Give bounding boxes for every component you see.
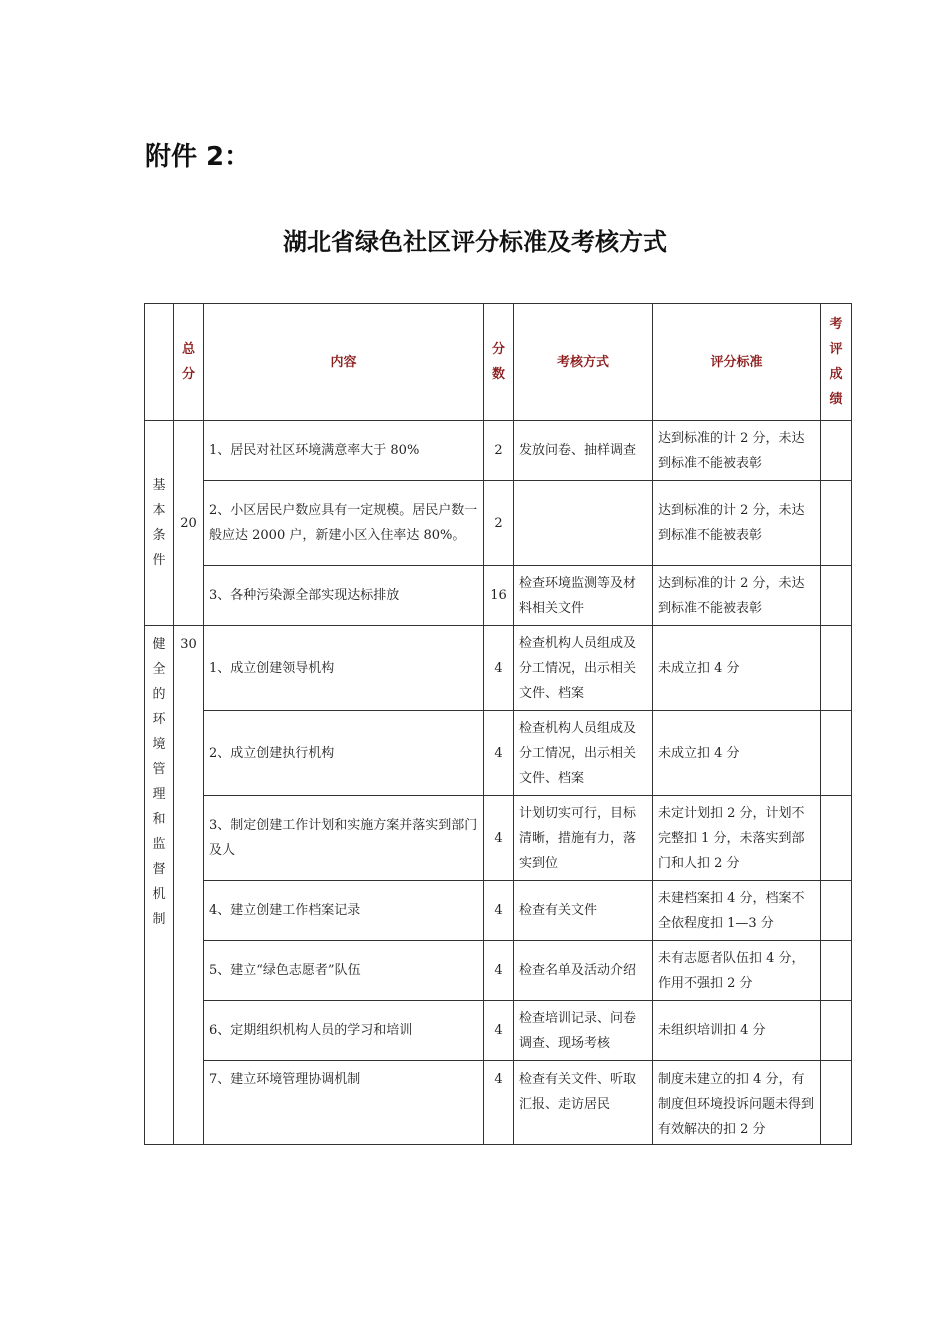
result-cell bbox=[821, 421, 852, 481]
header-total: 总分 bbox=[174, 304, 204, 421]
content-cell: 1、居民对社区环境满意率大于 80% bbox=[204, 421, 484, 481]
score-cell: 4 bbox=[484, 1061, 514, 1145]
standard-cell: 达到标准的计 2 分，未达到标准不能被表彰 bbox=[653, 421, 821, 481]
table-row bbox=[145, 626, 852, 711]
table-row bbox=[145, 421, 852, 481]
score-cell: 4 bbox=[484, 626, 514, 711]
method-cell: 检查培训记录、问卷调查、现场考核 bbox=[514, 1001, 653, 1061]
header-category bbox=[145, 304, 174, 421]
total-cell: 30 bbox=[174, 626, 204, 1145]
content-cell: 2、小区居民户数应具有一定规模。居民户数一般应达 2000 户，新建小区入住率达 80%。 bbox=[204, 481, 484, 566]
content-cell: 6、定期组织机构人员的学习和培训 bbox=[204, 1001, 484, 1061]
method-cell: 检查有关文件、听取汇报、走访居民 bbox=[514, 1061, 653, 1145]
method-cell: 检查机构人员组成及分工情况，出示相关文件、档案 bbox=[514, 626, 653, 711]
standard-cell: 未定计划扣 2 分，计划不完整扣 1 分，未落实到部门和人扣 2 分 bbox=[653, 796, 821, 881]
header-result: 考评成绩 bbox=[821, 304, 852, 421]
result-cell bbox=[821, 1061, 852, 1145]
method-cell bbox=[514, 481, 653, 566]
method-cell: 发放问卷、抽样调查 bbox=[514, 421, 653, 481]
category-cell: 健全的环境管理和监督机制 bbox=[145, 626, 174, 1145]
method-cell: 检查机构人员组成及分工情况，出示相关文件、档案 bbox=[514, 711, 653, 796]
table-row bbox=[145, 941, 852, 1001]
result-cell bbox=[821, 796, 852, 881]
content-cell: 7、建立环境管理协调机制 bbox=[204, 1061, 484, 1145]
standard-cell: 制度未建立的扣 4 分，有制度但环境投诉问题未得到有效解决的扣 2 分 bbox=[653, 1061, 821, 1145]
score-cell: 4 bbox=[484, 796, 514, 881]
table-row bbox=[145, 711, 852, 796]
table-row bbox=[145, 881, 852, 941]
result-cell bbox=[821, 1001, 852, 1061]
score-cell: 4 bbox=[484, 1001, 514, 1061]
score-cell: 4 bbox=[484, 941, 514, 1001]
table-row bbox=[145, 796, 852, 881]
result-cell bbox=[821, 481, 852, 566]
total-cell: 20 bbox=[174, 421, 204, 626]
category-cell: 基本条件 bbox=[145, 421, 174, 626]
content-cell: 3、各种污染源全部实现达标排放 bbox=[204, 566, 484, 626]
content-cell: 5、建立“绿色志愿者”队伍 bbox=[204, 941, 484, 1001]
header-score: 分数 bbox=[484, 304, 514, 421]
table-row bbox=[145, 481, 852, 566]
method-cell: 检查名单及活动介绍 bbox=[514, 941, 653, 1001]
score-cell: 4 bbox=[484, 711, 514, 796]
table-row bbox=[145, 1001, 852, 1061]
result-cell bbox=[821, 941, 852, 1001]
content-cell: 4、建立创建工作档案记录 bbox=[204, 881, 484, 941]
table-row bbox=[145, 1061, 852, 1145]
score-cell: 16 bbox=[484, 566, 514, 626]
attachment-label: 附件 2： bbox=[145, 142, 251, 172]
scoring-table bbox=[144, 303, 852, 1145]
standard-cell: 未有志愿者队伍扣 4 分，作用不强扣 2 分 bbox=[653, 941, 821, 1001]
result-cell bbox=[821, 881, 852, 941]
content-cell: 2、成立创建执行机构 bbox=[204, 711, 484, 796]
score-cell: 2 bbox=[484, 481, 514, 566]
header-method: 考核方式 bbox=[514, 304, 653, 421]
score-cell: 2 bbox=[484, 421, 514, 481]
method-cell: 检查环境监测等及材料相关文件 bbox=[514, 566, 653, 626]
header-row bbox=[145, 304, 852, 421]
standard-cell: 未成立扣 4 分 bbox=[653, 626, 821, 711]
content-cell: 3、制定创建工作计划和实施方案并落实到部门及人 bbox=[204, 796, 484, 881]
result-cell bbox=[821, 626, 852, 711]
standard-cell: 未成立扣 4 分 bbox=[653, 711, 821, 796]
header-content: 内容 bbox=[204, 304, 484, 421]
result-cell bbox=[821, 711, 852, 796]
document-title: 湖北省绿色社区评分标准及考核方式 bbox=[283, 228, 667, 256]
standard-cell: 达到标准的计 2 分，未达到标准不能被表彰 bbox=[653, 481, 821, 566]
standard-cell: 未建档案扣 4 分，档案不全依程度扣 1—3 分 bbox=[653, 881, 821, 941]
score-cell: 4 bbox=[484, 881, 514, 941]
content-cell: 1、成立创建领导机构 bbox=[204, 626, 484, 711]
method-cell: 计划切实可行，目标清晰，措施有力，落实到位 bbox=[514, 796, 653, 881]
result-cell bbox=[821, 566, 852, 626]
header-standard: 评分标准 bbox=[653, 304, 821, 421]
standard-cell: 未组织培训扣 4 分 bbox=[653, 1001, 821, 1061]
method-cell: 检查有关文件 bbox=[514, 881, 653, 941]
standard-cell: 达到标准的计 2 分，未达到标准不能被表彰 bbox=[653, 566, 821, 626]
table-row bbox=[145, 566, 852, 626]
